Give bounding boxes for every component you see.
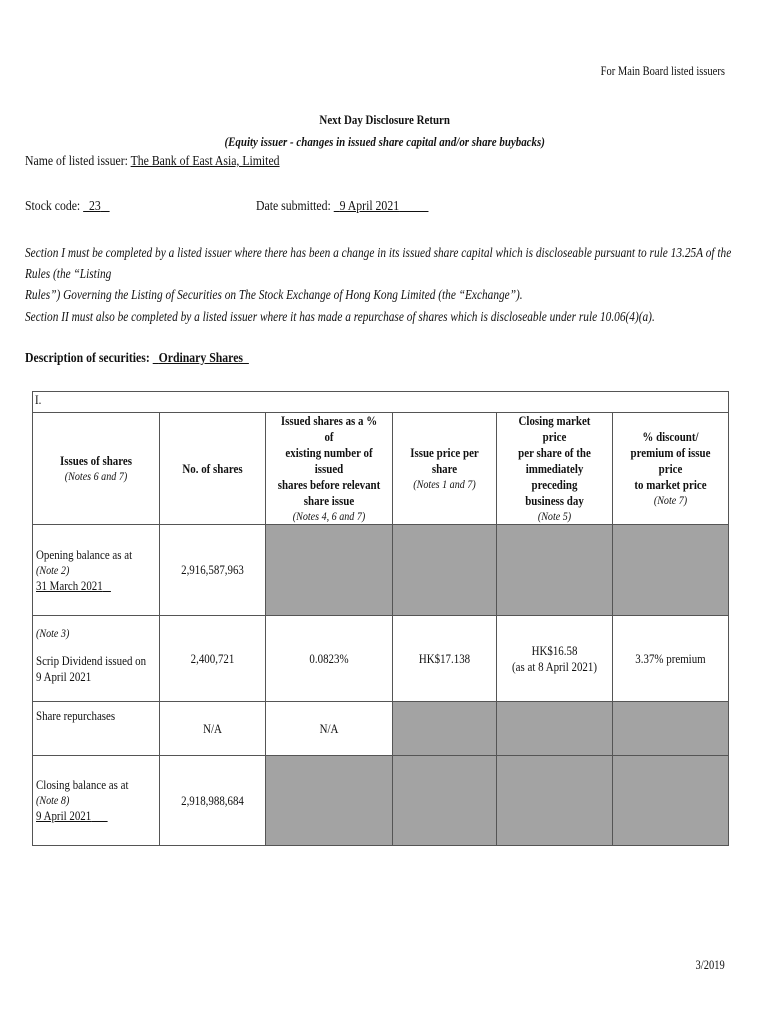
share-capital-table: [32, 391, 729, 846]
opening-balance-label: Opening balance as at (Note 2) 31 March 2021: [33, 525, 160, 616]
section-row: [33, 392, 729, 413]
securities-value: Ordinary Shares: [158, 351, 243, 366]
scrip-dividend-issue-price: HK$17.138: [393, 616, 497, 702]
share-repurchases-pct: N/A: [266, 702, 393, 756]
section-label: I.: [33, 392, 729, 413]
scrip-dividend-label: (Note 3) Scrip Dividend issued on 9 April 2021: [33, 616, 160, 702]
issuer-label: Name of listed issuer:: [25, 154, 128, 169]
header-pct-issued: Issued shares as a % of existing number of issued shares before relevant share issue (Notes 4, 6 and 7): [266, 413, 393, 525]
date-submitted-value: 9 April 2021: [339, 199, 400, 214]
securities-line: [25, 351, 292, 367]
scrip-dividend-row: [33, 616, 729, 702]
section-i-instructions: Section I must be completed by a listed issuer where there has been a change in its issued share capital which is discloseable pursuant to rule 13.25A of the Rules (the “Listing Rules”) Governing the Listing of Securities on The Stock Exchange of Hong Kong Limited (the “Exchange”).: [25, 245, 732, 302]
scrip-dividend-premium: 3.37% premium: [613, 616, 729, 702]
date-submitted-line: [256, 199, 461, 215]
stock-code-value: 23: [89, 199, 101, 214]
date-submitted-label: Date submitted:: [256, 199, 331, 214]
share-repurchases-shares: N/A: [160, 702, 266, 756]
issuer-line: [25, 154, 328, 170]
form-subtitle: (Equity issuer - changes in issued share capital and/or share buybacks): [224, 134, 546, 149]
board-note: For Main Board listed issuers: [600, 64, 725, 78]
securities-label: Description of securities:: [25, 351, 150, 366]
header-issues: Issues of shares (Notes 6 and 7): [33, 413, 160, 525]
header-no-shares: No. of shares: [160, 413, 266, 525]
scrip-dividend-pct: 0.0823%: [266, 616, 393, 702]
section-ii-instructions: Section II must also be completed by a listed issuer where it has made a repurchase of shares which is discloseable under rule 10.06(4)(a).: [25, 309, 655, 324]
header-discount-premium: % discount/ premium of issue price to market price (Note 7): [613, 413, 729, 525]
share-repurchases-label: Share repurchases: [33, 702, 160, 756]
closing-balance-shares: 2,918,988,684: [160, 756, 266, 846]
scrip-dividend-shares: 2,400,721: [160, 616, 266, 702]
closing-balance-label: Closing balance as at (Note 8) 9 April 2021: [33, 756, 160, 846]
header-issue-price: Issue price per share (Notes 1 and 7): [393, 413, 497, 525]
issuer-name: The Bank of East Asia, Limited: [130, 154, 280, 169]
scrip-dividend-closing-price: HK$16.58 (as at 8 April 2021): [497, 616, 613, 702]
stock-code-line: [25, 199, 126, 215]
closing-balance-row: [33, 756, 729, 846]
header-closing-price: Closing market price per share of the immediately preceding business day (Note 5): [497, 413, 613, 525]
opening-balance-row: [33, 525, 729, 616]
header-row: [33, 413, 729, 525]
stock-code-label: Stock code:: [25, 199, 81, 214]
form-version: 3/2019: [695, 958, 725, 972]
opening-balance-shares: 2,916,587,963: [160, 525, 266, 616]
share-repurchases-row: [33, 702, 729, 756]
form-title: Next Day Disclosure Return: [319, 112, 451, 127]
